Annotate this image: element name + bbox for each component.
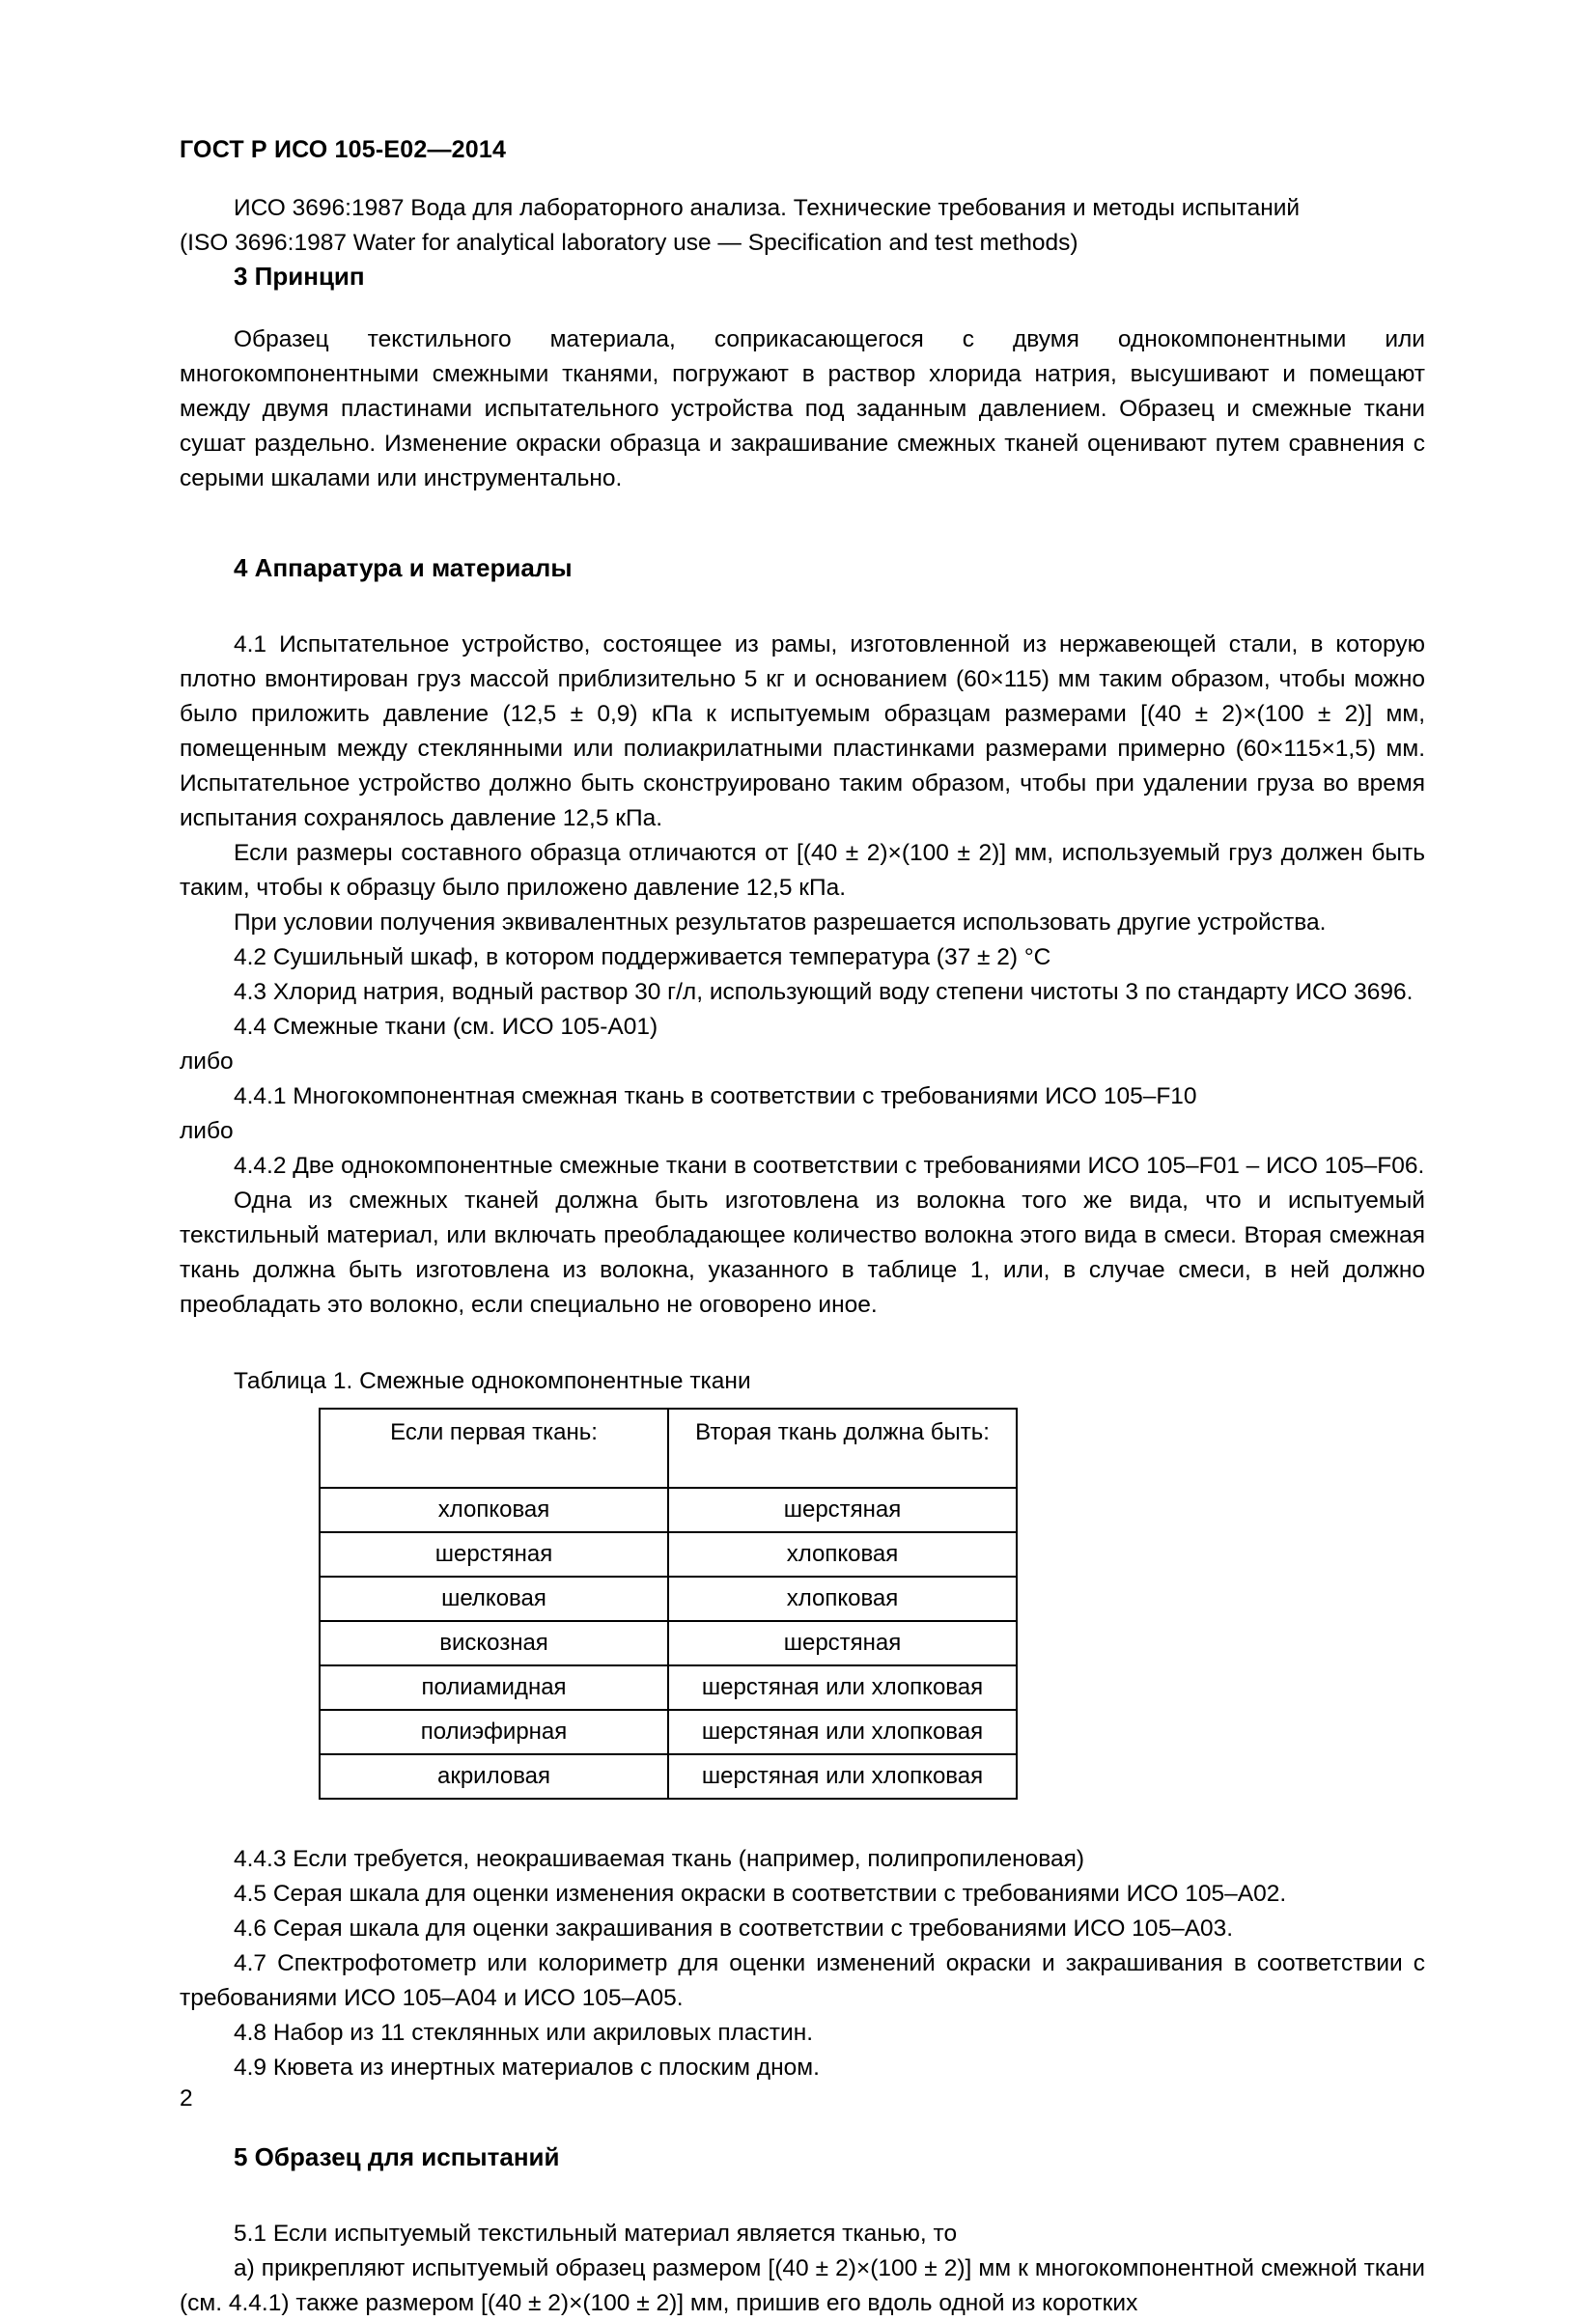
cell-first-fabric: полиамидная — [320, 1665, 668, 1710]
cell-first-fabric: акриловая — [320, 1754, 668, 1799]
table-row — [320, 1665, 1017, 1710]
para-4-4-1: 4.4.1 Многокомпонентная смежная ткань в соответствии с требованиями ИСО 105–F10 — [234, 1082, 1197, 1109]
spacer — [180, 2174, 1425, 2217]
spacer — [180, 496, 1425, 552]
cell-second-fabric: шерстяная или хлопковая — [668, 1754, 1017, 1799]
spacer — [180, 585, 1425, 628]
cell-second-fabric: шерстяная или хлопковая — [668, 1710, 1017, 1754]
section-heading-5: 5 Образец для испытаний — [234, 2141, 560, 2171]
table-caption: Таблица 1. Смежные однокомпонентные ткани — [234, 1367, 751, 1394]
iso-reference-en: (ISO 3696:1987 Water for analytical laboratory use — Specification and test methods) — [180, 230, 1078, 256]
spacer — [180, 2085, 1425, 2141]
table-header-row — [320, 1409, 1017, 1488]
para-4-2: 4.2 Сушильный шкаф, в котором поддерживается температура (37 ± 2) °C — [234, 943, 1051, 970]
para-4-3: 4.3 Хлорид натрия, водный раствор 30 г/л, использующий воду степени чистоты 3 по стандарту ИСО 3696. — [234, 978, 1414, 1005]
cell-second-fabric: хлопковая — [668, 1577, 1017, 1621]
para-4-7: 4.7 Спектрофотометр или колориметр для оценки изменений окраски и закрашивания в соответствии с требованиями ИСО 105–A04 и ИСО 105–A05. — [180, 1949, 1425, 2011]
cell-second-fabric: шерстяная или хлопковая — [668, 1665, 1017, 1710]
section3-body: Образец текстильного материала, соприкасающегося с двумя однокомпонентными или многокомпонентными смежными тканями, погружают в раствор хлорида натрия, высушивают и помещают между двумя пластинами испытательного устройства под заданным давлением. Образец и смежные ткани сушат раздельно. Изменение окраски образца и закрашивание смежных тканей оценивают путем сравнения с серыми шкалами или инструментально. — [180, 325, 1425, 491]
para-5-1-a: а) прикрепляют испытуемый образец размером [(40 ± 2)×(100 ± 2)] мм к многокомпонентной смежной ткани (см. 4.4.1) также размером [(40 ± 2)×(100 ± 2)] мм, пришив его вдоль одной из коротких — [180, 2254, 1425, 2316]
section-heading-4: 4 Аппаратура и материалы — [234, 552, 573, 582]
cell-second-fabric: хлопковая — [668, 1532, 1017, 1577]
para-4-5: 4.5 Серая шкала для оценки изменения окраски в соответствии с требованиями ИСО 105–A02. — [234, 1880, 1287, 1907]
document-header: ГОСТ Р ИСО 105-E02—2014 — [180, 136, 507, 163]
table-row — [320, 1532, 1017, 1577]
table-row — [320, 1754, 1017, 1799]
cell-second-fabric: шерстяная — [668, 1488, 1017, 1532]
spacer — [180, 1323, 1425, 1365]
para-4-1-c: При условии получения эквивалентных результатов разрешается использовать другие устройства. — [234, 909, 1327, 936]
para-4-4: 4.4 Смежные ткани (см. ИСО 105-A01) — [234, 1013, 658, 1040]
iso-reference-ru: ИСО 3696:1987 Вода для лабораторного анализа. Технические требования и методы испытаний — [234, 195, 1301, 221]
cell-first-fabric: хлопковая — [320, 1488, 668, 1532]
spacer — [180, 1800, 1425, 1842]
para-4-9: 4.9 Кювета из инертных материалов с плоским дном. — [234, 2054, 820, 2081]
page-content — [180, 135, 1425, 2321]
table-head — [320, 1409, 1017, 1488]
para-4-1-b: Если размеры составного образца отличаются от [(40 ± 2)×(100 ± 2)] мм, используемый груз должен быть таким, чтобы к образцу было приложено давление 12,5 кПа. — [180, 839, 1425, 901]
para-4-8: 4.8 Набор из 11 стеклянных или акриловых пластин. — [234, 2019, 814, 2046]
para-5-1: 5.1 Если испытуемый текстильный материал является тканью, то — [234, 2220, 958, 2247]
para-4-4-2: 4.4.2 Две однокомпонентные смежные ткани в соответствии с требованиями ИСО 105–F01 – ИСО 105–F06. — [234, 1152, 1425, 1179]
cell-second-fabric: шерстяная — [668, 1621, 1017, 1665]
section-heading-3: 3 Принцип — [234, 262, 365, 291]
table-row — [320, 1621, 1017, 1665]
para-or-1: либо — [180, 1048, 234, 1075]
para-4-6: 4.6 Серая шкала для оценки закрашивания в соответствии с требованиями ИСО 105–A03. — [234, 1915, 1234, 1942]
cell-first-fabric: вискозная — [320, 1621, 668, 1665]
column-header-second-fabric: Вторая ткань должна быть: — [668, 1409, 1017, 1488]
spacer — [180, 294, 1425, 322]
table-body — [320, 1488, 1017, 1799]
cell-first-fabric: шерстяная — [320, 1532, 668, 1577]
table-row — [320, 1710, 1017, 1754]
column-header-first-fabric: Если первая ткань: — [320, 1409, 668, 1488]
para-4-4-2-b: Одна из смежных тканей должна быть изготовлена из волокна того же вида, что и испытуемый текстильный материал, или включать преобладающее количество волокна этого вида в смеси. Вторая смежная ткань должна быть изготовлена из волокна, указанного в таблице 1, или, в случае смеси, в ней должно преобладать это волокно, если специально не оговорено иное. — [180, 1187, 1425, 1318]
para-4-4-3: 4.4.3 Если требуется, неокрашиваемая ткань (например, полипропиленовая) — [234, 1845, 1085, 1872]
cell-first-fabric: шелковая — [320, 1577, 668, 1621]
para-or-2: либо — [180, 1117, 234, 1144]
table-row — [320, 1488, 1017, 1532]
table-row — [320, 1577, 1017, 1621]
page-number: 2 — [180, 2085, 193, 2111]
table-adjacent-fabrics — [319, 1408, 1018, 1800]
cell-first-fabric: полиэфирная — [320, 1710, 668, 1754]
para-4-1: 4.1 Испытательное устройство, состоящее из рамы, изготовленной из нержавеющей стали, в которую плотно вмонтирован груз массой приблизительно 5 кг и основанием (60×115) мм таким образом, чтобы можно было приложить давление (12,5 ± 0,9) кПа к испытуемым образцам размерами [(40 ± 2)×(100 ± 2)] мм, помещенным между стеклянными или полиакрилатными пластинками размерами примерно (60×115×1,5) мм. Испытательное устройство должно быть сконструировано таким образом, чтобы при удалении груза во время испытания сохранялось давление 12,5 кПа. — [180, 630, 1425, 831]
